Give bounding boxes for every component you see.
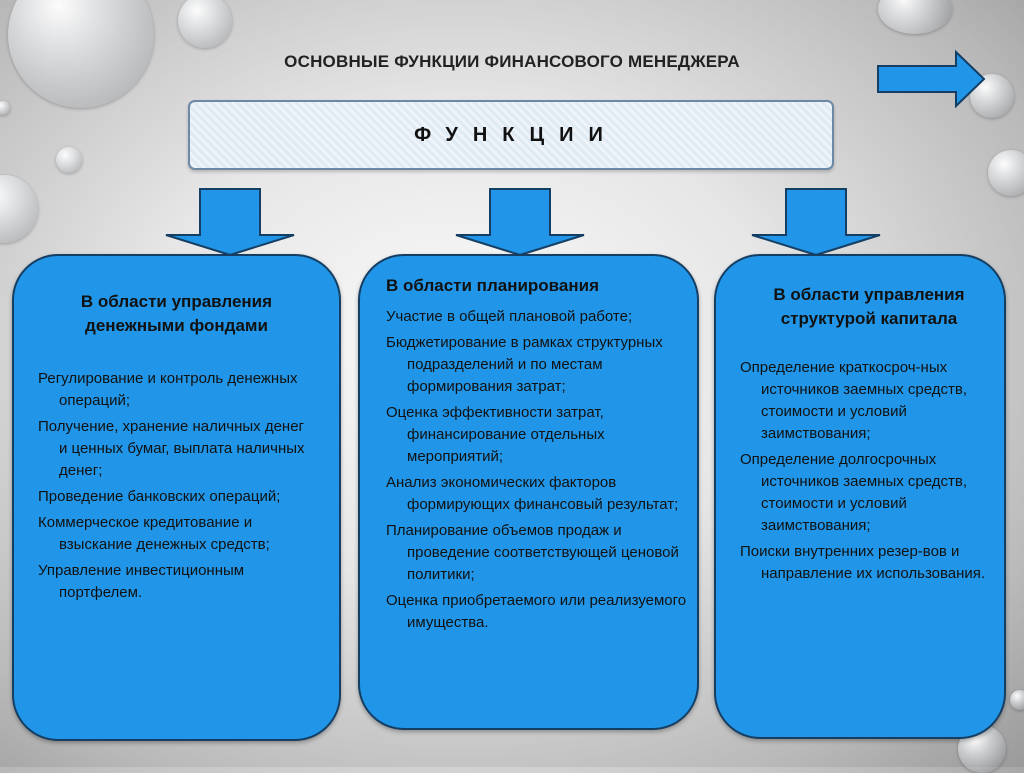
list-item: Планирование объемов продаж и проведение соответствующей ценовой политики; <box>386 522 679 583</box>
page-title: ОСНОВНЫЕ ФУНКЦИИ ФИНАНСОВОГО МЕНЕДЖЕРА <box>284 52 740 71</box>
list-item: Проведение банковских операций; <box>38 488 281 505</box>
list-item: Получение, хранение наличных денег и ценных бумаг, выплата наличных денег; <box>38 418 305 479</box>
list-item: Поиски внутренних резер-вов и направление их использования. <box>740 543 986 582</box>
list-item: Оценка приобретаемого или реализуемого имущества. <box>386 592 687 631</box>
down-arrow-icon <box>454 187 588 257</box>
column-title: В области управления структурой капитала <box>773 285 965 328</box>
column-planning <box>358 254 699 730</box>
list-item: Участие в общей плановой работе; <box>386 308 633 325</box>
down-arrow-icon <box>750 187 884 257</box>
decorative-bubble <box>1010 690 1024 710</box>
list-item: Управление инвестиционным портфелем. <box>38 562 245 601</box>
down-arrow-icon <box>164 187 298 257</box>
functions-box <box>188 100 834 170</box>
column-money-funds <box>12 254 341 741</box>
right-arrow-icon <box>876 50 988 108</box>
decorative-bubble <box>988 150 1024 196</box>
list-item: Определение краткосроч-ных источников заемных средств, стоимости и условий заимствования; <box>740 359 968 442</box>
list-item: Определение долгосрочных источников заемных средств, стоимости и условий заимствования; <box>740 451 968 534</box>
list-item: Бюджетирование в рамках структурных подразделений и по местам формирования затрат; <box>386 334 663 395</box>
decorative-bubble <box>56 147 82 173</box>
column-title: В области управления денежными фондами <box>80 292 273 335</box>
column-capital-structure <box>714 254 1006 739</box>
list-item: Регулирование и контроль денежных операций; <box>38 370 298 409</box>
column-title: В области планирования <box>386 276 599 295</box>
list-item: Коммерческое кредитование и взыскание денежных средств; <box>38 514 270 553</box>
decorative-bubble <box>0 101 10 115</box>
list-item: Анализ экономических факторов формирующих финансовый результат; <box>386 474 679 513</box>
functions-label: ФУНКЦИИ <box>414 123 618 146</box>
list-item: Оценка эффективности затрат, финансирование отдельных мероприятий; <box>386 404 605 465</box>
decorative-bubble <box>0 175 38 243</box>
decorative-bubble <box>878 0 952 34</box>
decorative-bubble <box>178 0 232 48</box>
